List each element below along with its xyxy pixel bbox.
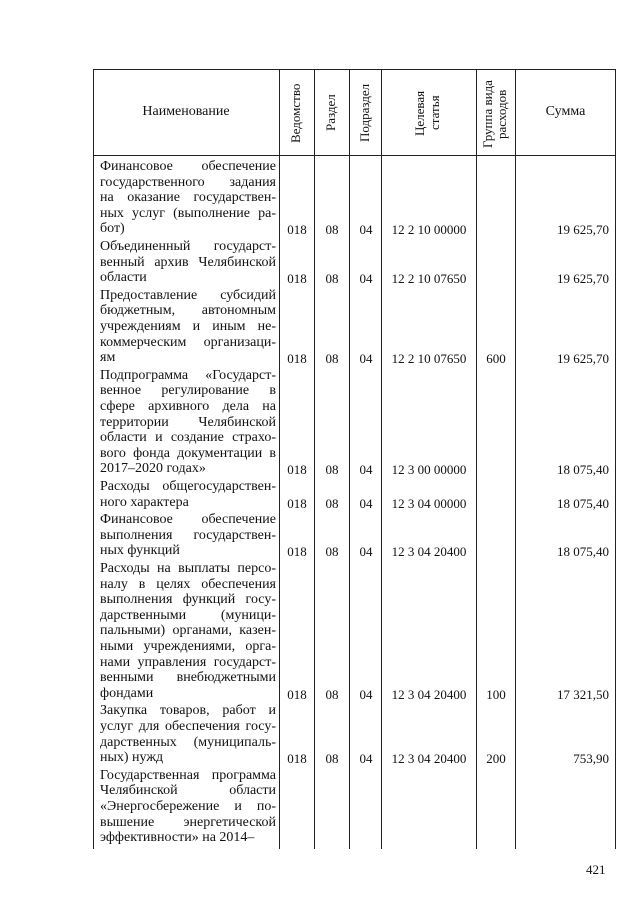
cell-ved: 018	[287, 222, 307, 238]
row-name-line: Подпрограмма «Государст-	[100, 367, 276, 383]
header-name: Наименование	[142, 104, 230, 119]
row-name-line: «Энергосбережение и по-	[100, 798, 276, 814]
header-bottom-border	[93, 155, 616, 156]
row-name-line: эффективности» на 2014–	[100, 830, 255, 846]
header-podrazdel: Подраздел	[357, 83, 372, 143]
row-name-line: бот)	[100, 221, 125, 237]
row-name	[100, 479, 276, 510]
col-divider-ved	[279, 69, 280, 849]
row-name-line: бюджетным, автономным	[100, 303, 276, 319]
cell-razd: 08	[325, 751, 339, 767]
row-name-line: на оказание государствен-	[100, 190, 276, 206]
row-name	[100, 368, 276, 477]
table-top-border	[93, 69, 616, 70]
cell-sum: 18 075,40	[557, 495, 609, 511]
cell-ved: 018	[287, 544, 307, 560]
cell-razd: 08	[325, 222, 339, 238]
row-name-line: ных функций	[100, 543, 180, 559]
col-divider-podr	[349, 69, 350, 849]
row-name-line: Расходы на выплаты персо-	[100, 561, 276, 576]
row-name-line: выполнения функций госу-	[100, 592, 276, 608]
cell-ved: 018	[287, 751, 307, 767]
cell-podr: 04	[359, 751, 373, 767]
row-name-line: налу в целях обеспечения	[100, 576, 276, 592]
row-name-line: коммерческим организаци-	[100, 334, 276, 350]
table-left-border	[93, 69, 94, 849]
row-name	[100, 288, 276, 366]
row-name-line: венное регулирование в	[100, 383, 276, 399]
row-name-line: Финансовое обеспечение	[100, 512, 276, 528]
cell-cel: 12 3 04 20400	[391, 751, 467, 767]
cell-razd: 08	[325, 271, 339, 287]
row-name-line: области	[100, 270, 147, 286]
cell-sum: 17 321,50	[557, 686, 609, 702]
cell-ved: 018	[287, 462, 307, 478]
header-summa: Сумма	[545, 104, 586, 119]
row-name-line: ными учреждениями, орга-	[100, 638, 276, 654]
cell-grp: 600	[486, 351, 506, 367]
row-name	[100, 703, 276, 765]
row-name-line: ных услуг (выполнение ра-	[100, 205, 276, 221]
cell-podr: 04	[359, 462, 373, 478]
row-name-line: фондами	[100, 685, 154, 701]
cell-ved: 018	[287, 686, 307, 702]
row-name	[100, 561, 276, 701]
header-vedomstvo: Ведомство	[288, 83, 303, 143]
cell-ved: 018	[287, 495, 307, 511]
cell-sum: 753,90	[573, 751, 609, 767]
row-name-line: территории Челябинской	[100, 414, 276, 430]
cell-podr: 04	[359, 686, 373, 702]
cell-ved: 018	[287, 351, 307, 367]
cell-razd: 08	[325, 351, 339, 367]
row-name-line: дарственными (муници-	[100, 607, 276, 623]
cell-cel: 12 3 04 20400	[391, 686, 467, 702]
cell-sum: 18 075,40	[557, 544, 609, 560]
cell-cel: 12 3 04 00000	[391, 495, 467, 511]
col-divider-grp	[476, 69, 477, 849]
cell-cel: 12 3 00 00000	[391, 462, 467, 478]
cell-razd: 08	[325, 495, 339, 511]
row-name-line: 2017–2020 годах»	[100, 461, 206, 477]
row-name-line: области и создание страхо-	[100, 430, 276, 446]
row-name-line: выполнения государствен-	[100, 527, 276, 543]
row-name-line: государственного задания	[100, 174, 276, 190]
col-divider-razd	[314, 69, 315, 849]
row-name	[100, 239, 276, 286]
row-name-line: ного характера	[100, 494, 189, 510]
row-name-line: нами управления государст-	[100, 654, 276, 670]
row-name-line: сфере архивного дела на	[100, 398, 276, 414]
header-celevaya: Целевая статья	[412, 90, 442, 136]
row-name-line: ям	[100, 350, 116, 366]
cell-sum: 18 075,40	[557, 462, 609, 478]
cell-grp: 100	[486, 686, 506, 702]
col-divider-sum	[515, 69, 516, 849]
cell-podr: 04	[359, 351, 373, 367]
cell-sum: 19 625,70	[557, 271, 609, 287]
header-gruppa: Группа вида расходов	[480, 80, 509, 148]
cell-razd: 08	[325, 462, 339, 478]
row-name-line: Объединенный государст-	[100, 239, 276, 254]
cell-grp: 200	[486, 751, 506, 767]
row-name-line: услуг для обеспечения госу-	[100, 718, 276, 734]
row-name-line: Закупка товаров, работ и	[100, 703, 276, 719]
table-right-border	[615, 69, 616, 849]
cell-cel: 12 2 10 00000	[391, 222, 467, 238]
row-name-line: пальными) органами, казен-	[100, 623, 276, 639]
row-name	[100, 512, 276, 559]
cell-sum: 19 625,70	[557, 222, 609, 238]
cell-cel: 12 3 04 20400	[391, 544, 467, 560]
row-name	[100, 159, 276, 237]
row-name-line: Государственная программа	[100, 767, 276, 783]
page-number: 421	[586, 862, 606, 877]
row-name-line: Расходы общегосударствен-	[100, 479, 276, 494]
row-name-line: венными внебюджетными	[100, 670, 276, 686]
row-name-line: Предоставление субсидий	[100, 287, 276, 303]
row-name-line: дарственных (муниципаль-	[100, 734, 276, 750]
cell-podr: 04	[359, 271, 373, 287]
cell-razd: 08	[325, 686, 339, 702]
row-name-line: вого фонда документации в	[100, 445, 276, 461]
row-name-line: учреждениям и иным не-	[100, 318, 276, 334]
cell-podr: 04	[359, 495, 373, 511]
row-name-line: венный архив Челябинской	[100, 254, 276, 270]
cell-podr: 04	[359, 544, 373, 560]
row-name-line: вышение энергетической	[100, 814, 276, 830]
cell-cel: 12 2 10 07650	[391, 351, 467, 367]
cell-ved: 018	[287, 271, 307, 287]
row-name-line: ных) нужд	[100, 750, 164, 766]
row-name-line: Финансовое обеспечение	[100, 159, 276, 174]
row-name	[100, 768, 276, 846]
cell-podr: 04	[359, 222, 373, 238]
cell-cel: 12 2 10 07650	[391, 271, 467, 287]
col-divider-cel	[381, 69, 382, 849]
cell-sum: 19 625,70	[557, 351, 609, 367]
row-name-line: Челябинской области	[100, 783, 276, 799]
header-razdel: Раздел	[323, 94, 338, 132]
cell-razd: 08	[325, 544, 339, 560]
